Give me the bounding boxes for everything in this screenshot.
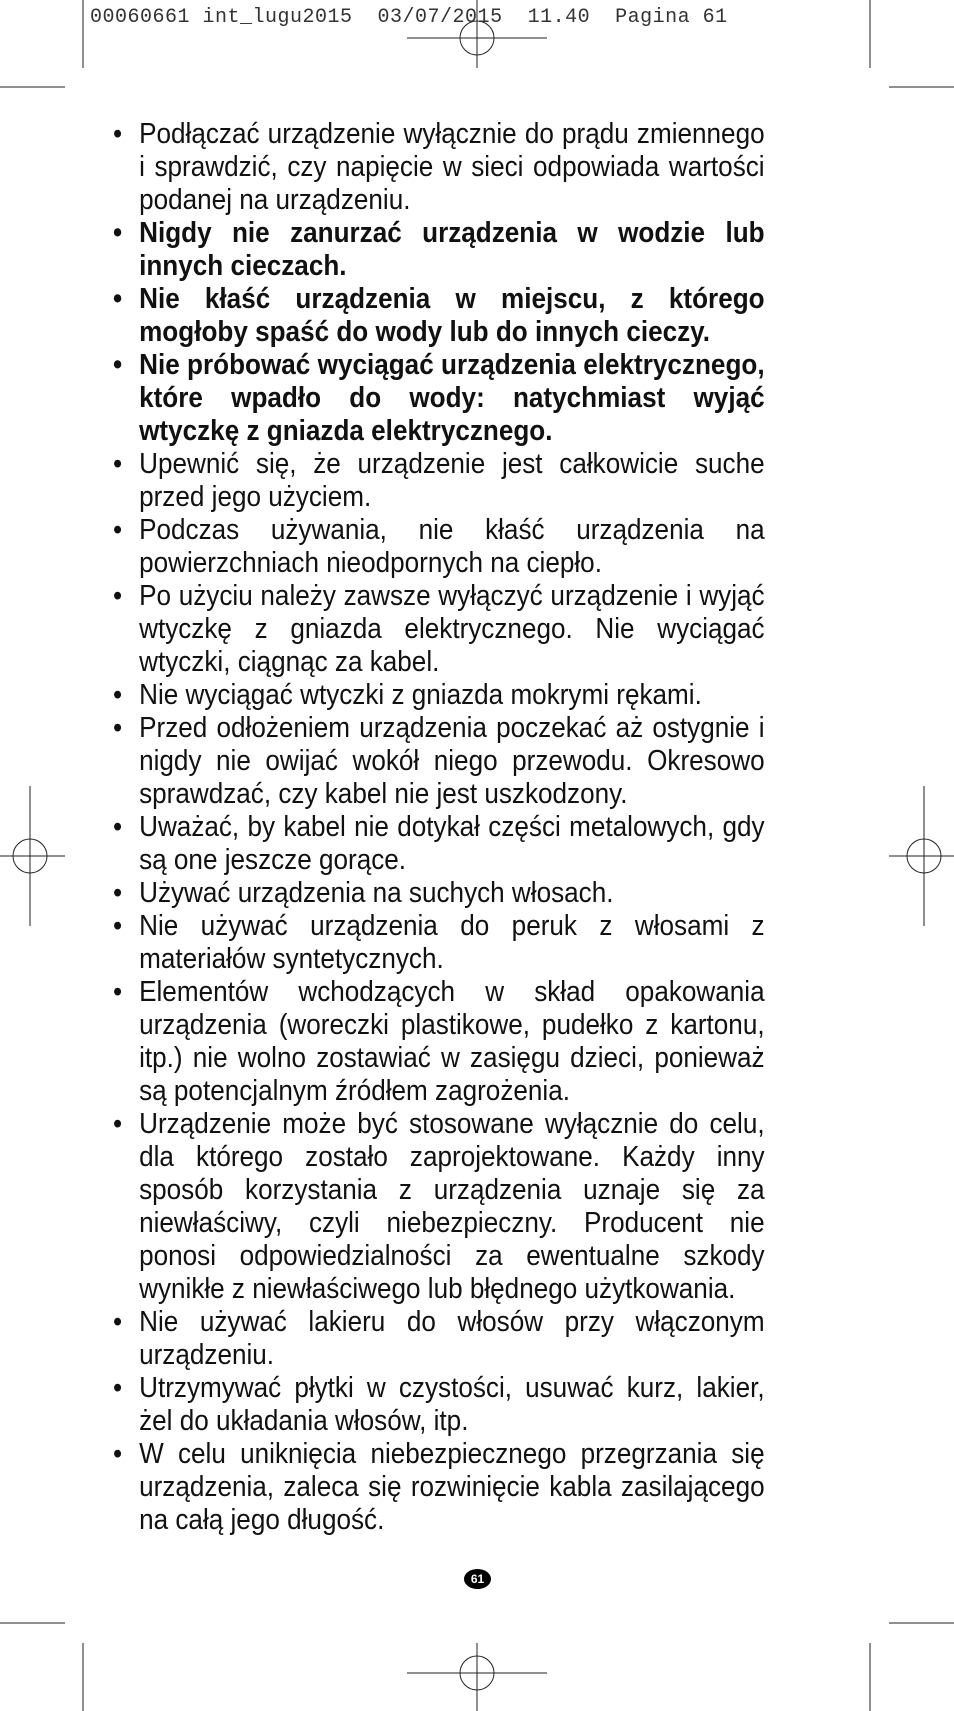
- list-item: [113, 217, 765, 283]
- registration-target-left: [0, 786, 65, 926]
- bullet-icon: •: [113, 910, 123, 942]
- list-item: [113, 877, 765, 910]
- list-item: [113, 679, 765, 712]
- list-item-text: Podłączać urządzenie wyłącznie do prądu zmiennego i sprawdzić, czy napięcie w sieci odpowiada wartości podanej na urządzeniu.: [139, 118, 765, 216]
- list-item-text: Używać urządzenia na suchych włosach.: [139, 877, 614, 909]
- list-item-text: Nie używać urządzenia do peruk z włosami z materiałów syntetycznych.: [139, 910, 765, 975]
- bullet-icon: •: [113, 217, 123, 249]
- page-number-badge: 61: [464, 1569, 491, 1589]
- list-item: [113, 349, 765, 448]
- list-item-text: Utrzymywać płytki w czystości, usuwać kurz, lakier, żel do układania włosów, itp.: [139, 1372, 765, 1437]
- bullet-icon: •: [113, 514, 123, 546]
- list-item: [113, 118, 765, 217]
- list-item-text: Po użyciu należy zawsze wyłączyć urządzenie i wyjąć wtyczkę z gniazda elektrycznego. Nie wyciągać wtyczki, ciągnąc za kabel.: [139, 580, 765, 678]
- bullet-icon: •: [113, 1438, 123, 1470]
- bullet-icon: •: [113, 283, 123, 315]
- registration-target-right: [889, 786, 954, 926]
- list-item-text: Nie kłaść urządzenia w miejscu, z którego mogłoby spaść do wody lub do innych cieczy.: [139, 283, 765, 348]
- list-item-text: Urządzenie może być stosowane wyłącznie do celu, dla którego zostało zaprojektowane. Każdy inny sposób korzystania z urządzenia uznaje się za niewłaściwy, czyli niebezpieczny. Producent nie ponosi odpowiedzialności za ewentualne szkody wynikłe z niewłaściwego lub błędnego użytkowania.: [139, 1108, 765, 1305]
- list-item-text: Podczas używania, nie kłaść urządzenia na powierzchniach nieodpornych na ciepło.: [139, 514, 765, 579]
- list-item: [113, 580, 765, 679]
- bullet-icon: •: [113, 448, 123, 480]
- bullet-icon: •: [113, 1372, 123, 1404]
- list-item-text: Uważać, by kabel nie dotykał części metalowych, gdy są one jeszcze gorące.: [139, 811, 765, 876]
- list-item: [113, 448, 765, 514]
- list-item: [113, 514, 765, 580]
- registration-target-bottom: [407, 1643, 547, 1711]
- bullet-icon: •: [113, 1108, 123, 1140]
- list-item-text: Nigdy nie zanurzać urządzenia w wodzie lub innych cieczach.: [139, 217, 765, 282]
- list-item-text: Nie wyciągać wtyczki z gniazda mokrymi rękami.: [139, 679, 702, 711]
- list-item-text: Nie próbować wyciągać urządzenia elektrycznego, które wpadło do wody: natychmiast wyjąć wtyczkę z gniazda elektrycznego.: [139, 349, 765, 447]
- bullet-icon: •: [113, 349, 123, 381]
- list-item: [113, 1108, 765, 1306]
- list-item: [113, 283, 765, 349]
- list-item: [113, 811, 765, 877]
- list-item: [113, 712, 765, 811]
- list-item-text: Przed odłożeniem urządzenia poczekać aż ostygnie i nigdy nie owijać wokół niego przewodu. Okresowo sprawdzać, czy kabel nie jest uszkodzony.: [139, 712, 765, 810]
- list-item-text: Elementów wchodzących w skład opakowania urządzenia (woreczki plastikowe, pudełko z kartonu, itp.) nie wolno zostawiać w zasięgu dzieci, ponieważ są potencjalnym źródłem zagrożenia.: [139, 976, 765, 1107]
- list-item: [113, 1372, 765, 1438]
- safety-instructions-list: [113, 118, 765, 1537]
- list-item: [113, 1306, 765, 1372]
- list-item-text: Nie używać lakieru do włosów przy włączonym urządzeniu.: [139, 1306, 765, 1371]
- list-item-text: W celu uniknięcia niebezpiecznego przegrzania się urządzenia, zaleca się rozwinięcie kabla zasilającego na całą jego długość.: [139, 1438, 765, 1536]
- bullet-icon: •: [113, 811, 123, 843]
- list-item: [113, 910, 765, 976]
- bullet-icon: •: [113, 1306, 123, 1338]
- bullet-icon: •: [113, 877, 123, 909]
- bullet-icon: •: [113, 976, 123, 1008]
- list-item: [113, 1438, 765, 1537]
- list-item: [113, 976, 765, 1108]
- bullet-icon: •: [113, 118, 123, 150]
- bullet-icon: •: [113, 679, 123, 711]
- print-slug-header: 00060661 int_lugu2015 03/07/2015 11.40 Pagina 61: [90, 6, 728, 29]
- list-item-text: Upewnić się, że urządzenie jest całkowicie suche przed jego użyciem.: [139, 448, 765, 513]
- bullet-icon: •: [113, 580, 123, 612]
- bullet-icon: •: [113, 712, 123, 744]
